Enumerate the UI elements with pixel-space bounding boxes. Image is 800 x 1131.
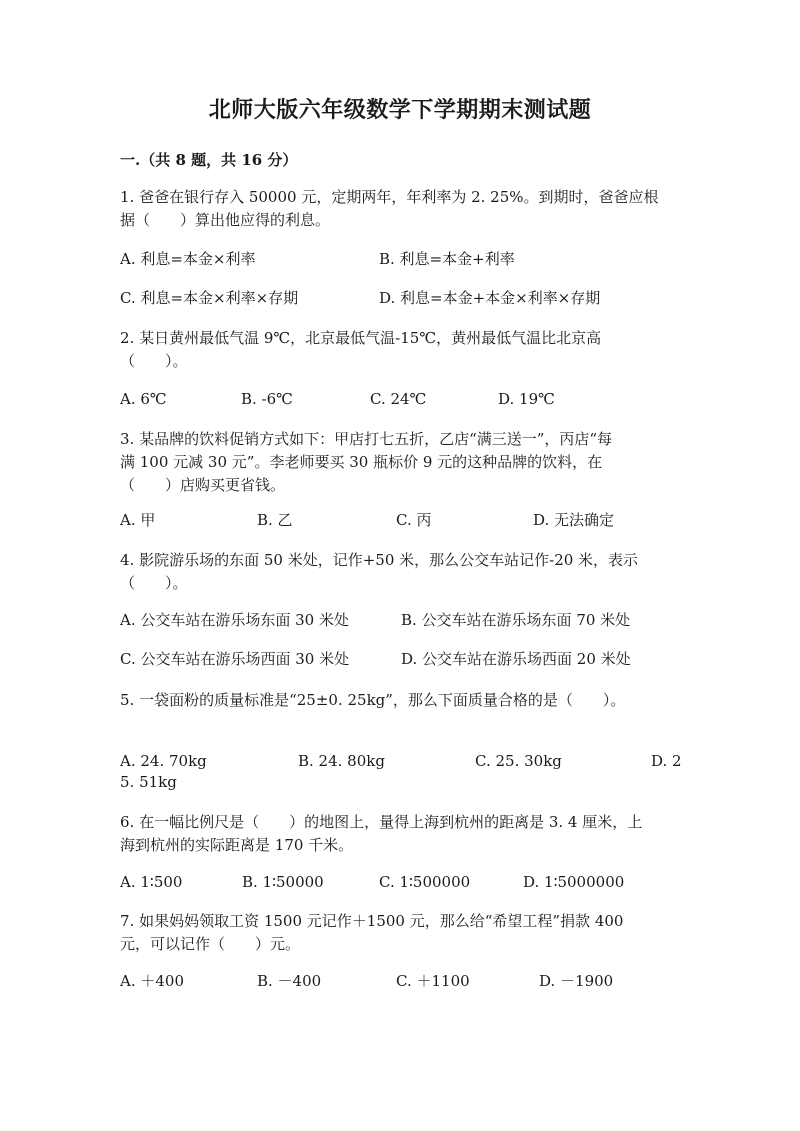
option-d: D. 2 [651,752,682,770]
question-text-line: （ ）店购买更省钱。 [120,476,286,494]
section-heading: 一.（共 8 题，共 16 分） [120,151,298,169]
option-c: C. 1∶500000 [379,873,471,891]
option-c: C. 公交车站在游乐场西面 30 米处 [120,650,350,668]
question-text-line: 元，可以记作（ ）元。 [120,935,301,953]
question-text-line: 1. 爸爸在银行存入 50000 元，定期两年，年利率为 2. 25%。到期时，爸爸应根 [120,188,659,206]
option-d: D. 利息=本金+本金×利率×存期 [379,289,601,307]
option-d: D. 1∶5000000 [523,873,625,891]
option-a: A. 利息=本金×利率 [120,250,256,268]
option-b: B. 乙 [257,511,293,529]
option-d: D. －1900 [539,972,614,990]
option-c: C. 利息=本金×利率×存期 [120,289,299,307]
question-text-line: 满 100 元减 30 元”。李老师要买 30 瓶标价 9 元的这种品牌的饮料，在 [120,453,603,471]
option-d: D. 无法确定 [533,511,615,529]
option-c: C. ＋1100 [396,972,470,990]
question-text-line: （ ）。 [120,352,188,370]
question-text-line: 3. 某品牌的饮料促销方式如下：甲店打七五折，乙店“满三送一”，丙店“每 [120,430,613,448]
option-d: D. 19℃ [498,390,555,408]
option-a: A. ＋400 [120,972,184,990]
option-b: B. -6℃ [241,390,293,408]
option-b: B. －400 [257,972,322,990]
option-a: A. 1∶500 [120,873,183,891]
option-a: A. 24. 70kg [120,752,207,770]
question-text-line: 5. 一袋面粉的质量标准是“25±0. 25kg”，那么下面质量合格的是（ ）。 [120,691,626,709]
question-text-line: 2. 某日黄州最低气温 9℃，北京最低气温-15℃，黄州最低气温比北京高 [120,329,602,347]
page-title: 北师大版六年级数学下学期期末测试题 [208,97,592,123]
option-a: A. 甲 [120,511,156,529]
option-a: A. 公交车站在游乐场东面 30 米处 [120,611,349,629]
option-c: C. 25. 30kg [475,752,562,770]
question-text-line: 海到杭州的实际距离是 170 千米。 [120,836,354,854]
option-d-wrap: 5. 51kg [120,773,177,791]
option-b: B. 24. 80kg [298,752,385,770]
question-text-line: 4. 影院游乐场的东面 50 米处，记作+50 米，那么公交车站记作-20 米，表示 [120,551,639,569]
question-text-line: 7. 如果妈妈领取工资 1500 元记作＋1500 元，那么给“希望工程”捐款 400 [120,912,624,930]
option-c: C. 丙 [396,511,432,529]
option-a: A. 6℃ [120,390,167,408]
option-b: B. 利息=本金+利率 [379,250,515,268]
question-text-line: 据（ ）算出他应得的利息。 [120,211,331,229]
question-text-line: （ ）。 [120,574,188,592]
question-text-line: 6. 在一幅比例尺是（ ）的地图上，量得上海到杭州的距离是 3. 4 厘米，上 [120,813,643,831]
option-d: D. 公交车站在游乐场西面 20 米处 [401,650,631,668]
option-b: B. 1∶50000 [242,873,324,891]
option-b: B. 公交车站在游乐场东面 70 米处 [401,611,631,629]
option-c: C. 24℃ [370,390,427,408]
